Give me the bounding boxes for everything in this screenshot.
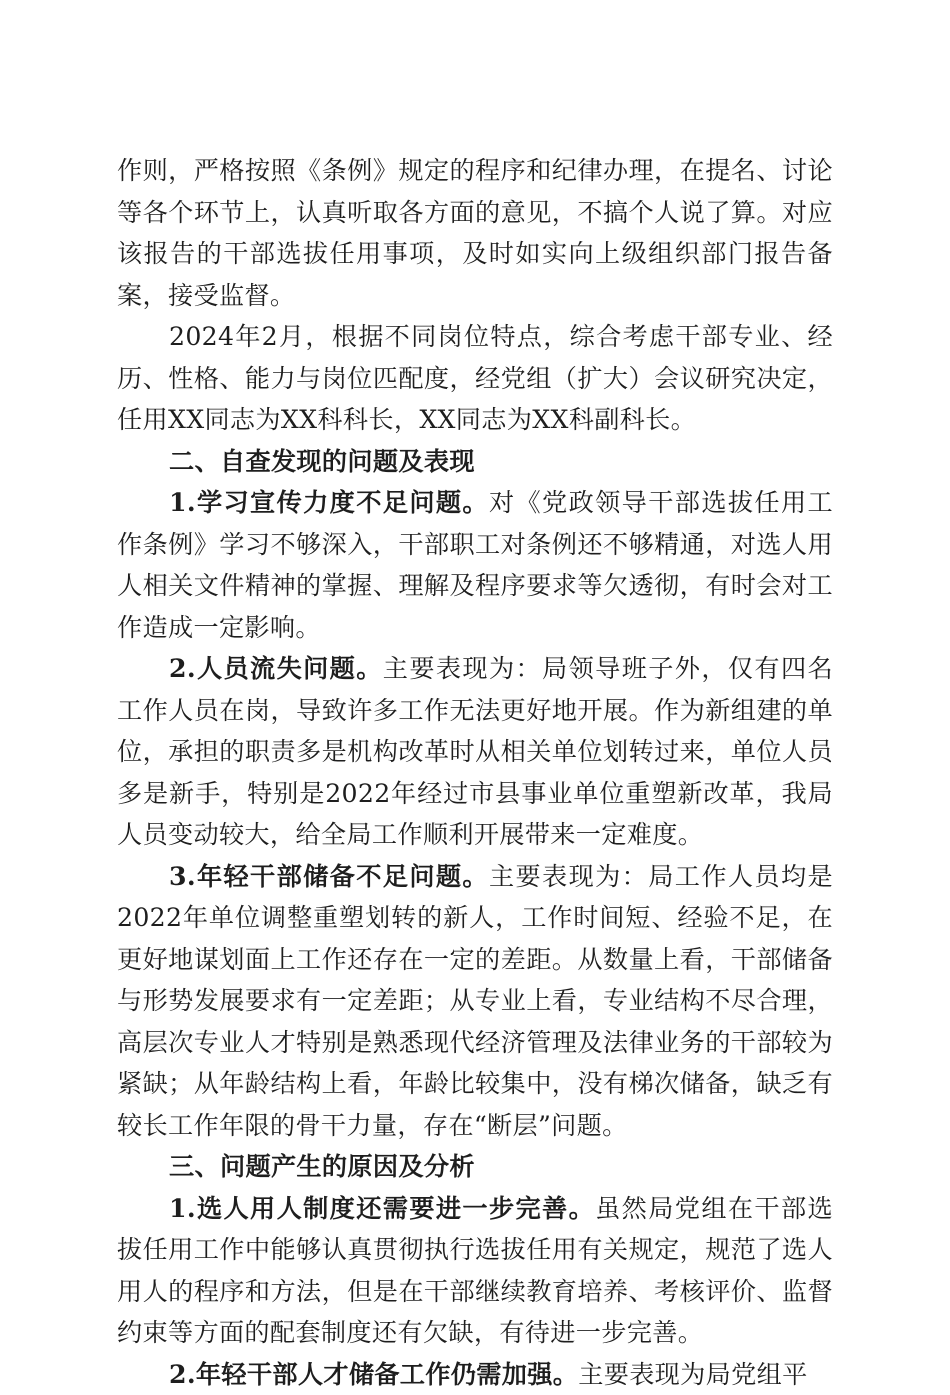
paragraph-body: 主要表现为：局工作人员均是2022年单位调整重塑划转的新人，工作时间短、经验不足，在更好地谋划面上工作还存在一定的差距。从数量上看，干部储备与形势发展要求有一定差距；从专业上看，专业结构不尽合理，高层次专业人才特别是熟悉现代经济管理及法律业务的干部较为紧缺；从年龄结构上看，年龄比较集中，没有梯次储备，缺乏有较长工作年限的骨干力量，存在“断层”问题。 — [117, 862, 833, 1140]
paragraph-lead: 3.年轻干部储备不足问题。 — [169, 861, 489, 891]
paragraph-body: 主要表现为：局领导班子外，仅有四名工作人员在岗，导致许多工作无法更好地开展。作为新组建的单位，承担的职责多是机构改革时从相关单位划转过来，单位人员多是新手，特别是2022年经过市县事业单位重塑新改革，我局人员变动较大，给全局工作顺利开展带来一定难度。 — [117, 654, 833, 849]
paragraph-problem-1 — [117, 482, 833, 648]
paragraph-problem-2 — [117, 648, 833, 856]
paragraph-lead: 2.人员流失问题。 — [169, 653, 383, 683]
paragraph-cause-1 — [117, 1188, 833, 1354]
paragraph-appointment: 2024年2月，根据不同岗位特点，综合考虑干部专业、经历、性格、能力与岗位匹配度，经党组（扩大）会议研究决定，任用XX同志为XX科科长，XX同志为XX科副科长。 — [117, 316, 833, 441]
section-heading-3: 三、问题产生的原因及分析 — [117, 1146, 833, 1188]
paragraph-lead: 1.选人用人制度还需要进一步完善。 — [169, 1193, 595, 1223]
paragraph-body: 主要表现为局党组平 — [578, 1360, 807, 1389]
paragraph-problem-3 — [117, 856, 833, 1147]
document-body — [117, 150, 833, 1395]
paragraph-body: 虽然局党组在干部选拔任用工作中能够认真贯彻执行选拔任用有关规定，规范了选人用人的程序和方法，但是在干部继续教育培养、考核评价、监督约束等方面的配套制度还有欠缺，有待进一步完善。 — [117, 1194, 833, 1348]
paragraph-cause-2 — [117, 1354, 833, 1395]
section-heading-2: 二、自查发现的问题及表现 — [117, 441, 833, 483]
paragraph-lead: 1.学习宣传力度不足问题。 — [169, 487, 489, 517]
paragraph-body: 对《党政领导干部选拔任用工作条例》学习不够深入，干部职工对条例还不够精通，对选人用人相关文件精神的掌握、理解及程序要求等欠透彻，有时会对工作造成一定影响。 — [117, 488, 833, 642]
paragraph-continuation: 作则，严格按照《条例》规定的程序和纪律办理，在提名、讨论等各个环节上，认真听取各方面的意见，不搞个人说了算。对应该报告的干部选拔任用事项，及时如实向上级组织部门报告备案，接受监督。 — [117, 150, 833, 316]
paragraph-lead: 2.年轻干部人才储备工作仍需加强。 — [169, 1359, 578, 1389]
